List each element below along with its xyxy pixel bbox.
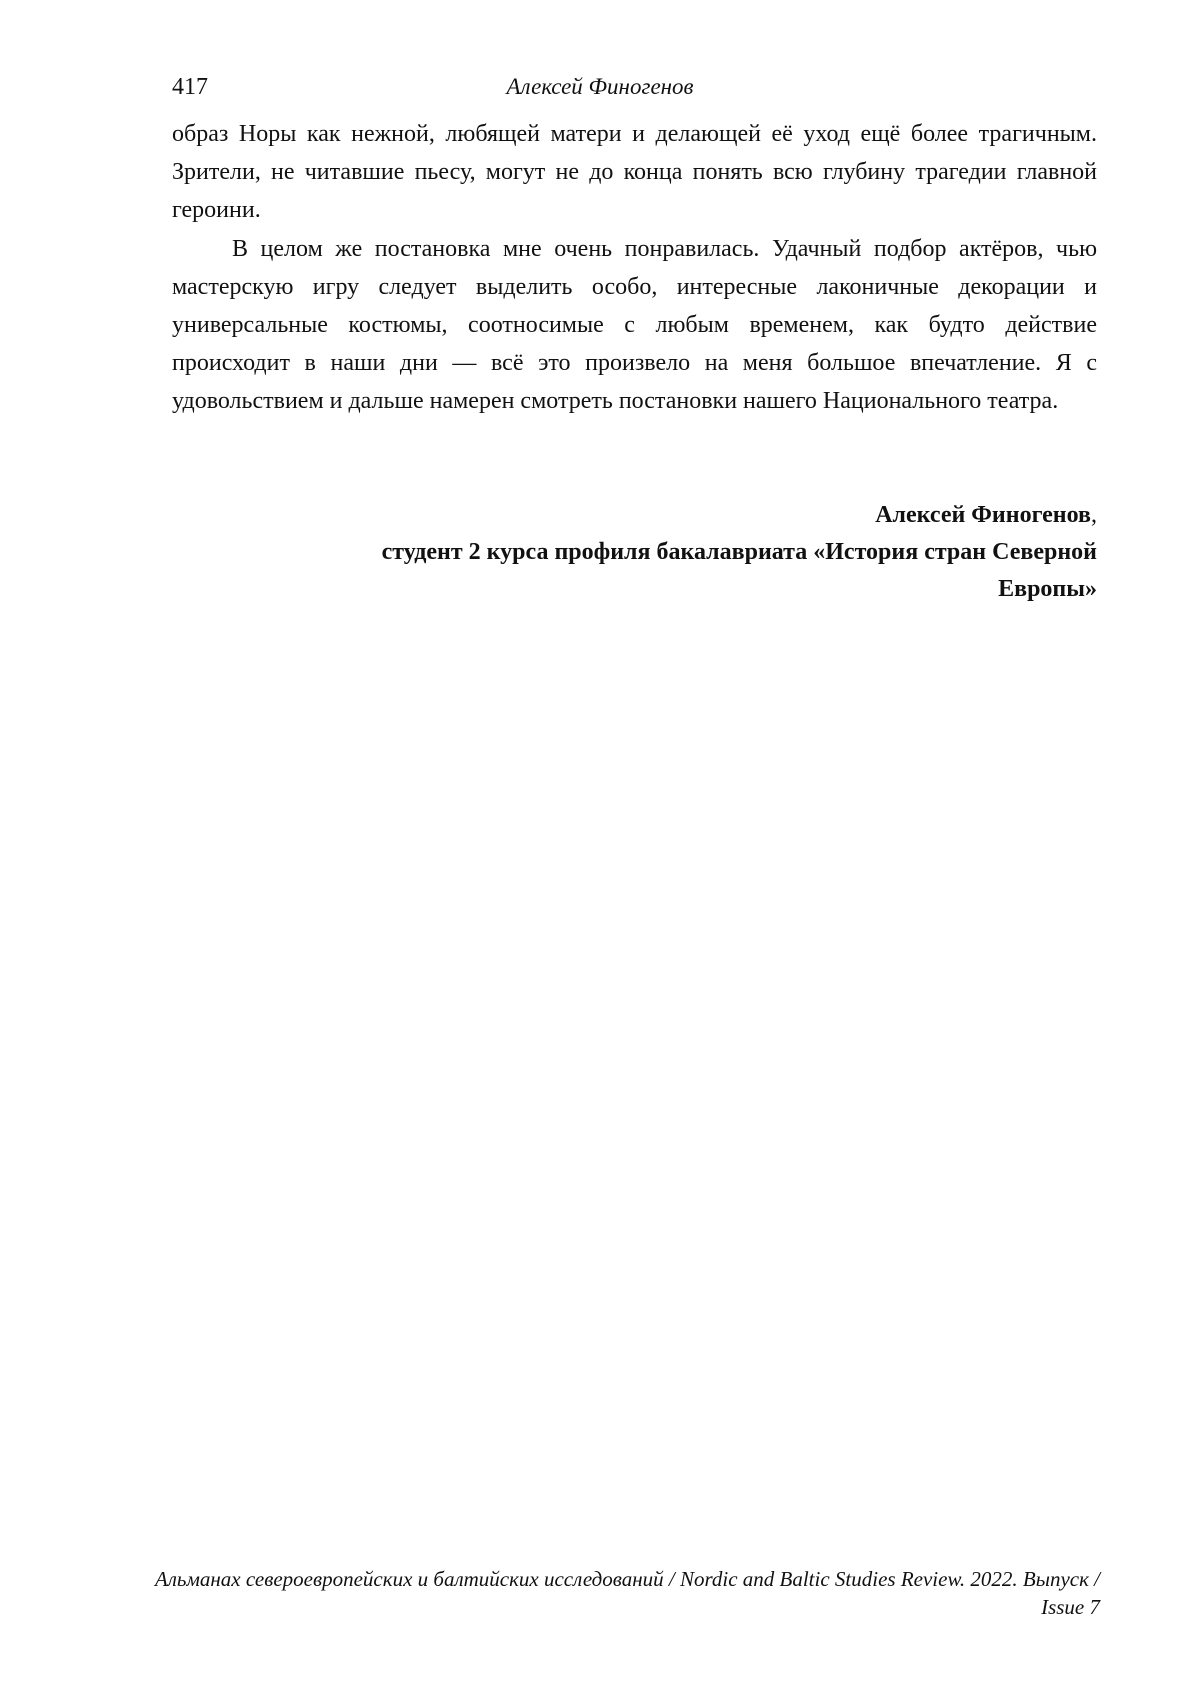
author-signature [277,497,1097,608]
article-body [172,115,1097,421]
author-name-comma: , [1091,502,1097,528]
author-name: Алексей Финогенов [875,502,1091,528]
author-affiliation: студент 2 курса профиля бакалавриата «История стран Северной Европы» [381,539,1097,602]
paragraph-2: В целом же постановка мне очень понравилась. Удачный подбор актёров, чью мастерскую игру следует выделить особо, интересные лаконичные декорации и универсальные костюмы, соотносимые с любым временем, как будто действие происходит в наши дни — всё это произвело на меня большое впечатление. Я с удовольствием и дальше намерен смотреть постановки нашего Национального театра. [172,235,1097,415]
paragraph-1: образ Норы как нежной, любящей матери и делающей её уход ещё более трагичным. Зрители, не читавшие пьесу, могут не до конца понять всю глубину трагедии главной героини. [172,121,1097,224]
running-title: Алексей Финогенов [506,74,694,99]
page-number: 417 [172,74,208,100]
author-name-line [277,497,1097,534]
journal-footer: Альманах североевропейских и балтийских исследований / Nordic and Baltic Studies Review. 2022. Выпуск / Issue 7 [154,1567,1100,1619]
